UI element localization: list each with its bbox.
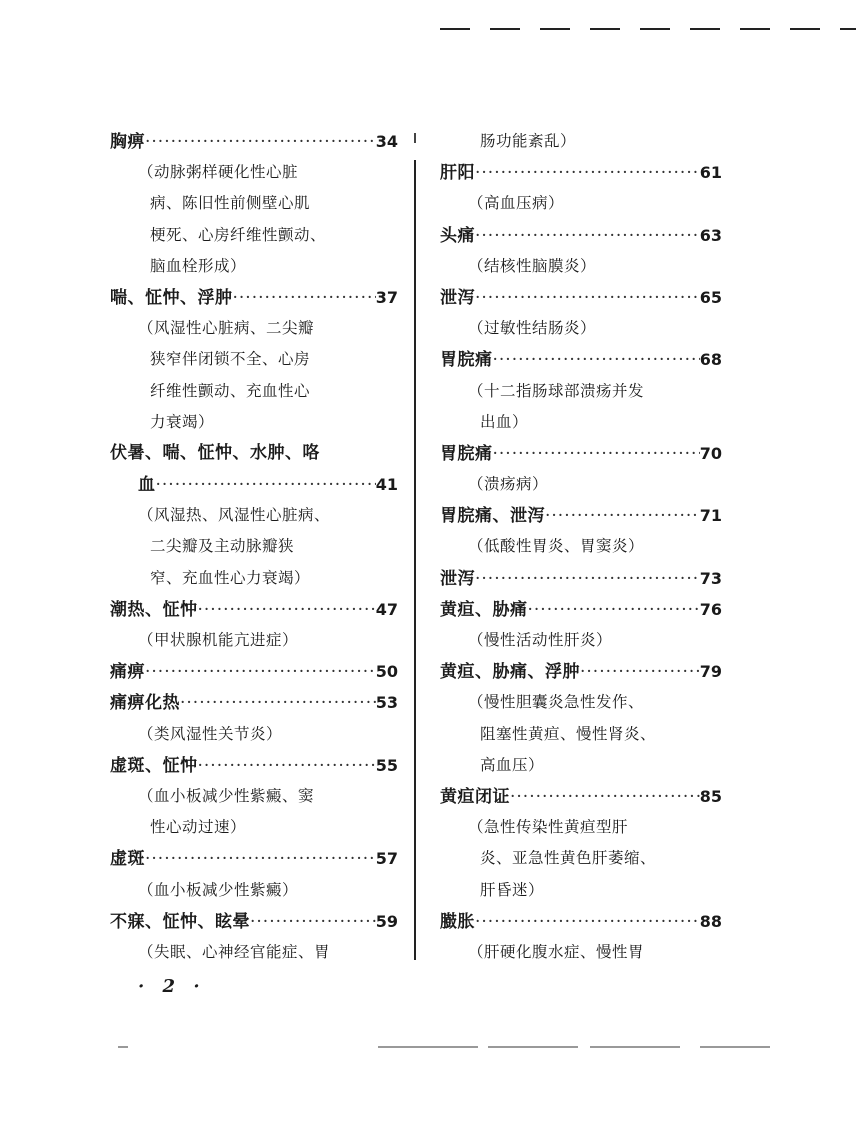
scan-artifact — [700, 1046, 770, 1048]
toc-entry-title: 胃脘痛、泄泻 — [440, 506, 545, 527]
toc-entry-note: （低酸性胃炎、胃窦炎） — [468, 537, 645, 556]
toc-entry-note: （类风湿性关节炎） — [138, 724, 283, 743]
toc-entry-page: 63 — [699, 225, 722, 245]
toc-entry-note: （过敏性结肠炎） — [468, 319, 597, 338]
toc-entry-page: 71 — [699, 506, 722, 526]
toc-entry-page: 65 — [699, 287, 722, 307]
toc-entry — [440, 438, 722, 469]
toc-entry-note: （结核性脑膜炎） — [468, 256, 597, 275]
dot-leader — [528, 595, 700, 626]
toc-entry — [110, 843, 398, 874]
toc-entry-page: 57 — [375, 849, 398, 869]
page-number: · 2 · — [138, 976, 206, 997]
toc-entry-page: 70 — [699, 443, 722, 463]
toc-entry-note: （甲状腺机能亢进症） — [138, 631, 299, 649]
toc-entry-page: 59 — [375, 911, 398, 931]
toc-entry-page: 50 — [375, 662, 398, 682]
toc-entry-note: （风湿性心脏病、二尖瓣 — [138, 319, 315, 338]
toc-entry-note: （高血压病） — [468, 194, 565, 213]
toc-entry-page: 47 — [375, 599, 398, 619]
toc-entry-title: 虚斑 — [110, 849, 145, 870]
toc-entry-page: 76 — [699, 599, 722, 619]
toc-entry — [440, 220, 722, 251]
toc-entry-page: 85 — [699, 786, 722, 806]
toc-entry-title: 喘、怔忡、浮肿 — [110, 287, 233, 308]
toc-entry-note: 力衰竭） — [150, 412, 215, 431]
toc-entry-title: 虚斑、怔忡 — [110, 755, 198, 776]
toc-entry-note: （动脉粥样硬化性心脏 — [138, 163, 299, 182]
toc-entry-note: （十二指肠球部溃疡并发 — [468, 381, 645, 400]
dot-leader — [580, 657, 700, 688]
dot-leader — [250, 907, 376, 938]
toc-entry-note: 高血压） — [480, 755, 545, 774]
toc-entry-page: 53 — [375, 693, 398, 713]
top-dash-rule — [440, 28, 860, 32]
toc-entry-note: 纤维性颤动、充血性心 — [150, 381, 311, 400]
dot-leader — [545, 501, 700, 532]
toc-entry-note: 二尖瓣及主动脉瓣狭 — [150, 537, 295, 556]
dot-leader — [475, 158, 700, 189]
toc-entry-title: 痛痹化热 — [110, 693, 180, 714]
toc-entry-note: 炎、亚急性黄色肝萎缩、 — [480, 849, 657, 868]
toc-entry — [110, 282, 398, 313]
toc-entry — [440, 344, 722, 375]
toc-entry — [440, 594, 722, 625]
toc-entry-title: 胃脘痛 — [440, 443, 493, 464]
toc-entry-note: （慢性活动性肝炎） — [468, 631, 613, 649]
toc-entry-note: 窄、充血性心力衰竭） — [150, 568, 311, 587]
dot-leader — [475, 564, 700, 595]
toc-entry-note: 病、陈旧性前侧壁心肌 — [150, 194, 311, 213]
dot-leader — [145, 844, 376, 875]
toc-entry-page: 73 — [699, 568, 722, 588]
toc-entry-note: 出血） — [480, 412, 529, 431]
dot-leader — [145, 127, 376, 158]
toc-entry-note: 肝昏迷） — [480, 880, 545, 899]
toc-entry-note: 性心动过速） — [150, 818, 247, 837]
toc-entry-title: 不寐、怔忡、眩晕 — [110, 911, 250, 932]
toc-entry — [110, 656, 398, 687]
toc-entry-note: （慢性胆囊炎急性发作、 — [468, 693, 645, 712]
dot-leader — [180, 688, 376, 719]
toc-entry-title: 头痛 — [440, 225, 475, 246]
column-divider — [414, 160, 416, 960]
dot-leader — [156, 470, 376, 501]
toc-entry-title: 潮热、怔忡 — [110, 599, 198, 620]
dot-leader — [475, 221, 700, 252]
dot-leader — [510, 782, 700, 813]
toc-entry-title-line — [110, 438, 398, 469]
toc-entry — [440, 500, 722, 531]
toc-entry-page: 34 — [375, 132, 398, 151]
toc-entry-page: 55 — [375, 755, 398, 775]
toc-entry-title: 胸痹 — [110, 132, 145, 152]
toc-entry — [440, 906, 722, 937]
dot-leader — [475, 283, 700, 314]
scan-artifact — [488, 1046, 578, 1048]
toc-entry-title: 黄疸、胁痛、浮肿 — [440, 662, 580, 683]
scan-artifact — [118, 1046, 128, 1048]
toc-entry-note: 阻塞性黄疸、慢性肾炎、 — [480, 724, 657, 743]
scan-artifact — [590, 1046, 680, 1048]
toc-entry — [110, 594, 398, 625]
toc-entry-note: （血小板减少性紫癜） — [138, 880, 299, 899]
toc-entry-title: 血 — [138, 475, 156, 496]
toc-entry-note: （风湿热、风湿性心脏病、 — [138, 506, 331, 525]
dot-leader — [475, 907, 700, 938]
toc-entry-note: 肠功能紊乱） — [480, 132, 577, 150]
toc-entry-title: 臌胀 — [440, 911, 475, 932]
toc-entry-title: 胃脘痛 — [440, 350, 493, 371]
toc-left-column — [110, 126, 398, 968]
toc-entry-note: 狭窄伴闭锁不全、心房 — [150, 350, 311, 369]
toc-entry-page: 68 — [699, 350, 722, 370]
toc-entry-note: 脑血栓形成） — [150, 256, 247, 275]
toc-entry-title: 痛痹 — [110, 662, 145, 683]
toc-entry-title: 黄疸闭证 — [440, 786, 510, 807]
dot-leader — [493, 439, 700, 470]
toc-entry — [110, 750, 398, 781]
toc-entry-note: （溃疡病） — [468, 475, 549, 494]
toc-entry — [110, 126, 398, 157]
toc-entry-page: 41 — [375, 475, 398, 495]
toc-right-column — [440, 126, 722, 968]
toc-entry — [440, 781, 722, 812]
toc-entry-note: （肝硬化腹水症、慢性胃 — [468, 942, 645, 961]
toc-entry-note: （失眠、心神经官能症、胃 — [138, 942, 331, 961]
toc-entry-title: 黄疸、胁痛 — [440, 599, 528, 620]
toc-entry-title: 伏暑、喘、怔忡、水肿、咯 — [110, 442, 320, 463]
toc-entry-title: 肝阳 — [440, 163, 475, 184]
toc-entry — [440, 563, 722, 594]
column-divider-tick — [414, 133, 416, 143]
toc-entry-page: 61 — [699, 163, 722, 183]
toc-entry — [440, 656, 722, 687]
dot-leader — [198, 595, 376, 626]
toc-entry-page: 37 — [375, 287, 398, 307]
scan-artifact — [378, 1046, 478, 1048]
toc-entry — [110, 469, 398, 500]
toc-entry-note: （血小板减少性紫癜、窦 — [138, 786, 315, 805]
toc-entry-note: （急性传染性黄疸型肝 — [468, 818, 629, 837]
toc-entry-title: 泄泻 — [440, 568, 475, 589]
toc-entry — [440, 157, 722, 188]
toc-entry-note: 梗死、心房纤维性颤动、 — [150, 225, 327, 244]
toc-entry-title: 泄泻 — [440, 287, 475, 308]
toc-entry-page: 88 — [699, 911, 722, 931]
toc-entry — [110, 687, 398, 718]
dot-leader — [145, 657, 376, 688]
dot-leader — [198, 751, 376, 782]
toc-entry-page: 79 — [699, 662, 722, 682]
dot-leader — [493, 345, 700, 376]
dot-leader — [233, 283, 376, 314]
toc-entry — [440, 282, 722, 313]
toc-entry — [110, 906, 398, 937]
